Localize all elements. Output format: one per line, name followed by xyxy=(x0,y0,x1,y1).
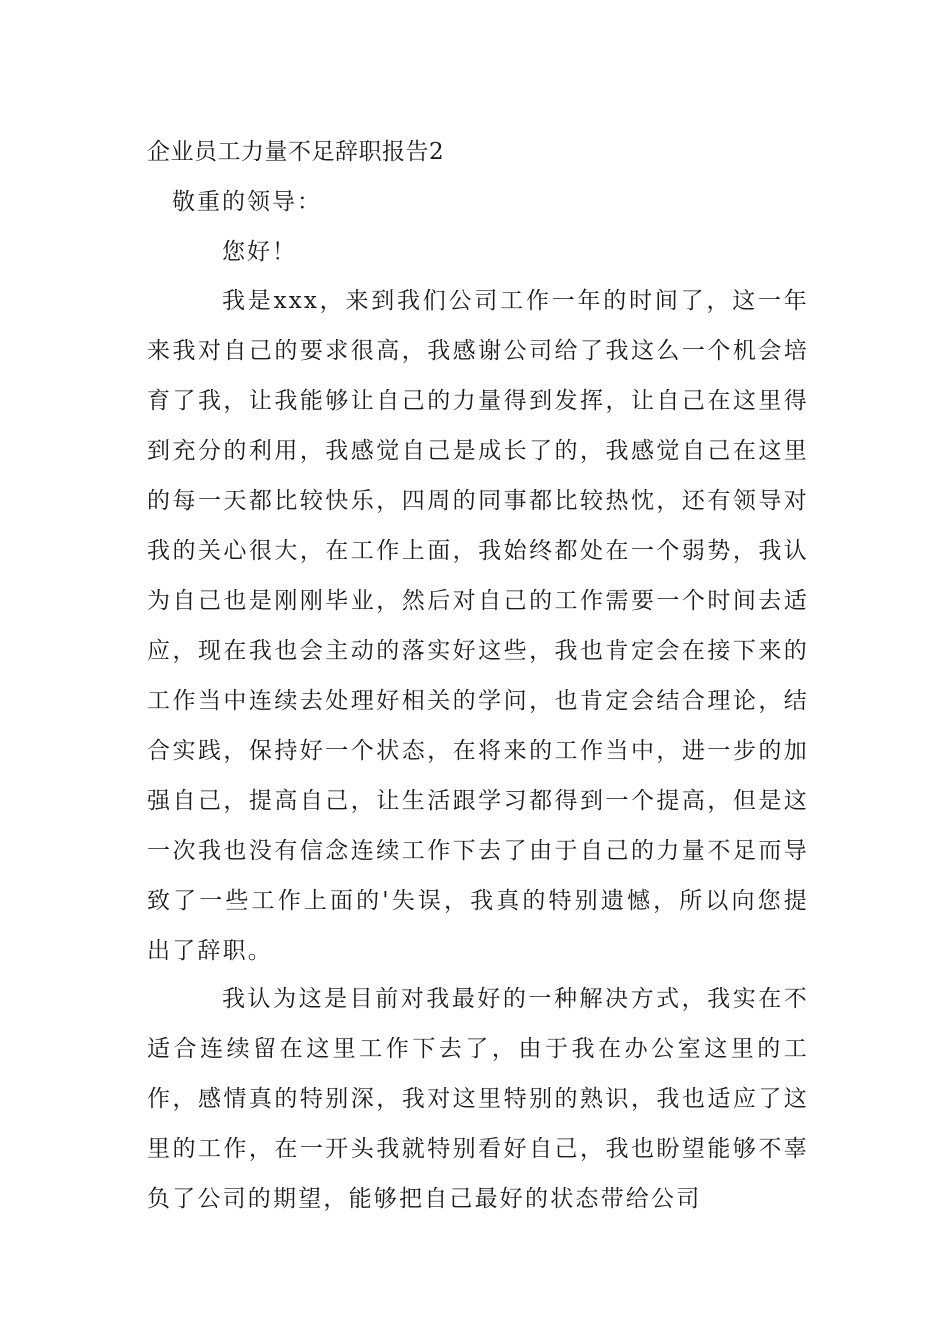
greeting: 您好！ xyxy=(222,239,297,265)
body-paragraph: 我是xxx，来到我们公司工作一年的时间了，这一年来我对自己的要求很高，我感谢公司给了我这么一个机会培育了我，让我能够让自己的力量得到发挥，让自己在这里得到充分的利用，我感觉自己是成长了的，我感觉自己在这里的每一天都比较快乐，四周的同事都比较热忱，还有领导对我的关心很大，在工作上面，我始终都处在一个弱势，我认为自己也是刚刚毕业，然后对自己的工作需要一个时间去适应，现在我也会主动的落实好这些，我也肯定会在接下来的工作当中连续去处理好相关的学问，也肯定会结合理论，结合实践，保持好一个状态，在将来的工作当中，进一步的加强自己，提高自己，让生活跟学习都得到一个提高，但是这一次我也没有信念连续工作下去了由于自己的力量不足而导致了一些工作上面的'失误，我真的特别遗憾，所以向您提出了辞职。 xyxy=(147,288,809,964)
document-title: 企业员工力量不足辞职报告2 xyxy=(147,139,445,165)
salutation: 敬重的领导： xyxy=(172,189,322,215)
body-paragraph: 我认为这是目前对我最好的一种解决方式，我实在不适合连续留在这里工作下去了，由于我在办公室这里的工作，感情真的特别深，我对这里特别的熟识，我也适应了这里的工作，在一开头我就特别看好自己，我也盼望能够不辜负了公司的期望，能够把自己最好的状态带给公司 xyxy=(147,986,809,1212)
